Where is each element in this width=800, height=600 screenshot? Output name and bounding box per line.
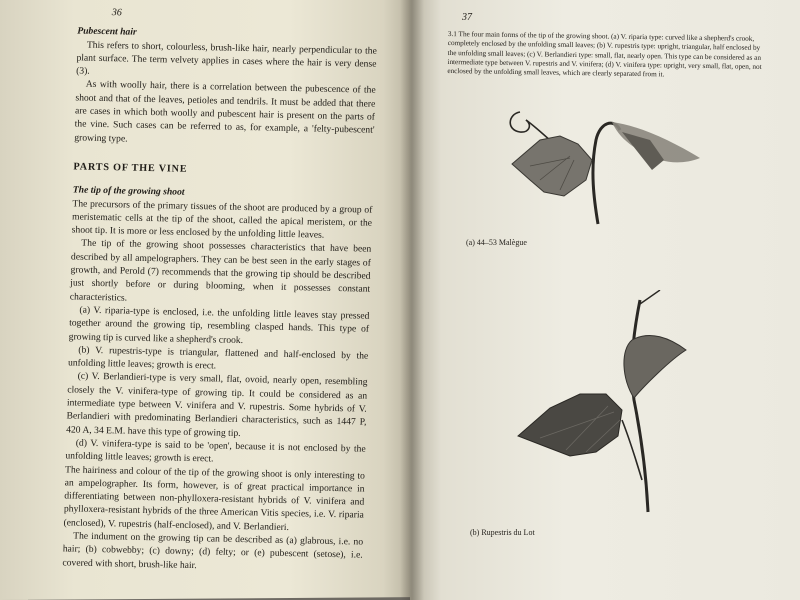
tip-paragraph: The hairiness and colour of the tip of the growing shoot is only interesting to an ampelographer. Its form, however, is of great practical importance in differentiating between non-phylloxera-resistant hybrids of V. vinifera and phylloxera-resistant hybrids of the three American Vitis species, i.e. V. riparia (enclosed), V. rupestris (half-enclosed), and V. Berlandieri.	[63, 463, 366, 533]
grape-shoot-photo-b	[510, 290, 700, 520]
leaf-icon	[518, 394, 622, 456]
photo-a-label: (a) 44–53 Malègue	[466, 238, 527, 247]
right-page-number: 37	[462, 12, 472, 23]
section-title: PARTS OF THE VINE	[73, 161, 188, 175]
pubescent-paragraph: As with woolly hair, there is a correlation between the pubescence of the shoot and that of the leaves, petioles and tendrils. It must be added that there are cases in which both woolly and pubescent hair is present on the parts of the vine. Such cases can be referred to as, for example, a 'felty-pubescent' growing type.	[74, 79, 376, 145]
tip-heading: The tip of the growing shoot	[72, 184, 185, 199]
left-page-number: 36	[111, 7, 122, 19]
tip-paragraph: The precursors of the primary tissues of the shoot are produced by a group of meristematic cells at the tip of the shoot, called the apical meristem, or the shoot tip. It is more or less enclosed by the unfolding little leaves.	[71, 197, 373, 241]
leaf-icon	[512, 136, 592, 196]
tip-paragraph: The tip of the growing shoot possesses characteristics that have been described by all ampelographers. They can be best seen in the early stages of growth, and Perold (7) recommends that the growing tip should be described just shortly before or during blooming, when it possesses constant characteristics.	[69, 238, 372, 304]
tip-paragraph: (b) V. rupestris-type is triangular, flattened and half-enclosed by the unfolding little leaves; growth is erect.	[67, 344, 369, 372]
pubescent-heading: Pubescent hair	[77, 25, 137, 38]
left-page-text	[62, 5, 378, 575]
tip-paragraph: (c) V. Berlandieri-type is very small, flat, ovoid, nearly open, resembling closely the V. vinifera-type of growing tip. It could be considered as an intermediate type between V. vinifera and V. rupestris. Some hybrids of V. Berlandieri with predominating Berlandieri characteristics, such as 1447 P, 420 A, 34 E.M. have this type of growing tip.	[66, 371, 368, 439]
tip-paragraph: (d) V. vinifera-type is said to be 'open', because it is not enclosed by the unfolding little leaves; growth is erect.	[65, 437, 366, 465]
shoot-tip-icon	[624, 335, 686, 398]
tendril-icon	[510, 112, 529, 132]
tip-paragraph: The indument on the growing tip can be described as (a) glabrous, i.e. no hair; (b) cobwebby; (c) downy; (d) felty; or (e) pubescent (setose), i.e. covered with short, brush-like hair.	[62, 530, 364, 571]
pubescent-paragraph: This refers to short, colourless, brush-like hair, nearly perpendicular to the plant surface. The term velvety applies in cases where the hair is very dense (3).	[76, 39, 377, 77]
grape-shoot-photo-a	[500, 100, 720, 230]
figure-caption: 3.1 The four main forms of the tip of the growing shoot. (a) V. riparia type: curved like a shepherd's crook, completely enclosed by the unfolding small leaves; (b) V. rupestris type: upright, triangular, half enclosed by the unfolding small leaves; (c) V. Berlandieri type: small, flat, nearly open. This type can be considered as an intermediate type between V. rupestris and V. vinifera; (d) V. vinifera type: upright, very small, flat, open, not enclosed by the unfolding small leaves, which are clearly separated from it.	[447, 30, 762, 79]
tip-paragraph: (a) V. riparia-type is enclosed, i.e. the unfolding little leaves stay pressed together around the growing tip, resembling clasped hands. This type of growing tip is curved like a shepherd's crook.	[68, 304, 370, 346]
book-spine	[400, 0, 424, 600]
photo-b-label: (b) Rupestris du Lot	[470, 528, 535, 537]
